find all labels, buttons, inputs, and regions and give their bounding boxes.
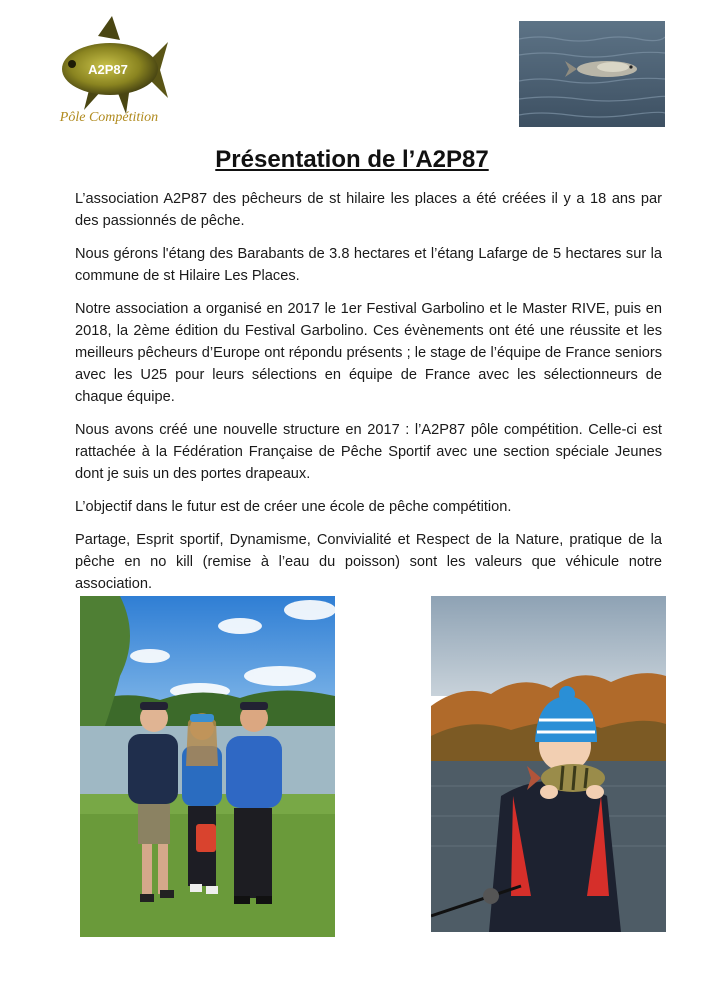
logo-fish-text: A2P87 [88, 62, 128, 77]
paragraph: Nous avons créé une nouvelle structure en 2017 : l’A2P87 pôle compétition. Celle-ci est rattachée à la Fédération Française de Pêche Sportif avec une section spéciale Jeunes dont je suis un des portes drapeaux. [75, 422, 662, 482]
paragraph: Notre association a organisé en 2017 le 1er Festival Garbolino et le Master RIVE, puis en 2018, la 2ème édition du Festival Garbolino. Ces évènements ont été une réussite et les meilleurs pêcheurs d’Europe ont répondu présents ; le stage de l’équipe de France seniors avec les U25 pour leurs sélections en équipe de France avec les sélectionneurs de chaque équipe. [75, 301, 662, 405]
child-with-fish-photo [431, 596, 666, 932]
page-title: Présentation de l’A2P87 [215, 146, 489, 173]
a2p87-logo [50, 14, 170, 132]
paragraph: L’association A2P87 des pêcheurs de st hilaire les places a été créées il y a 18 ans par des passionnés de pêche. [75, 191, 662, 229]
paragraph: Nous gérons l'étang des Barabants de 3.8 hectares et l’étang Lafarge de 5 hectares sur la commune de st Hilaire Les Places. [75, 246, 662, 284]
paragraph: Partage, Esprit sportif, Dynamisme, Convivialité et Respect de la Nature, pratique de la pêche en no kill (remise à l’eau du poisson) sont les valeurs que véhicule notre association. [75, 532, 662, 592]
paragraph: L’objectif dans le futur est de créer une école de pêche compétition. [75, 499, 512, 515]
logo-caption: Pôle Compétition [59, 110, 159, 125]
team-by-lake-photo [80, 596, 335, 937]
presentation-text [75, 188, 662, 606]
fish-in-water-photo [519, 21, 665, 127]
